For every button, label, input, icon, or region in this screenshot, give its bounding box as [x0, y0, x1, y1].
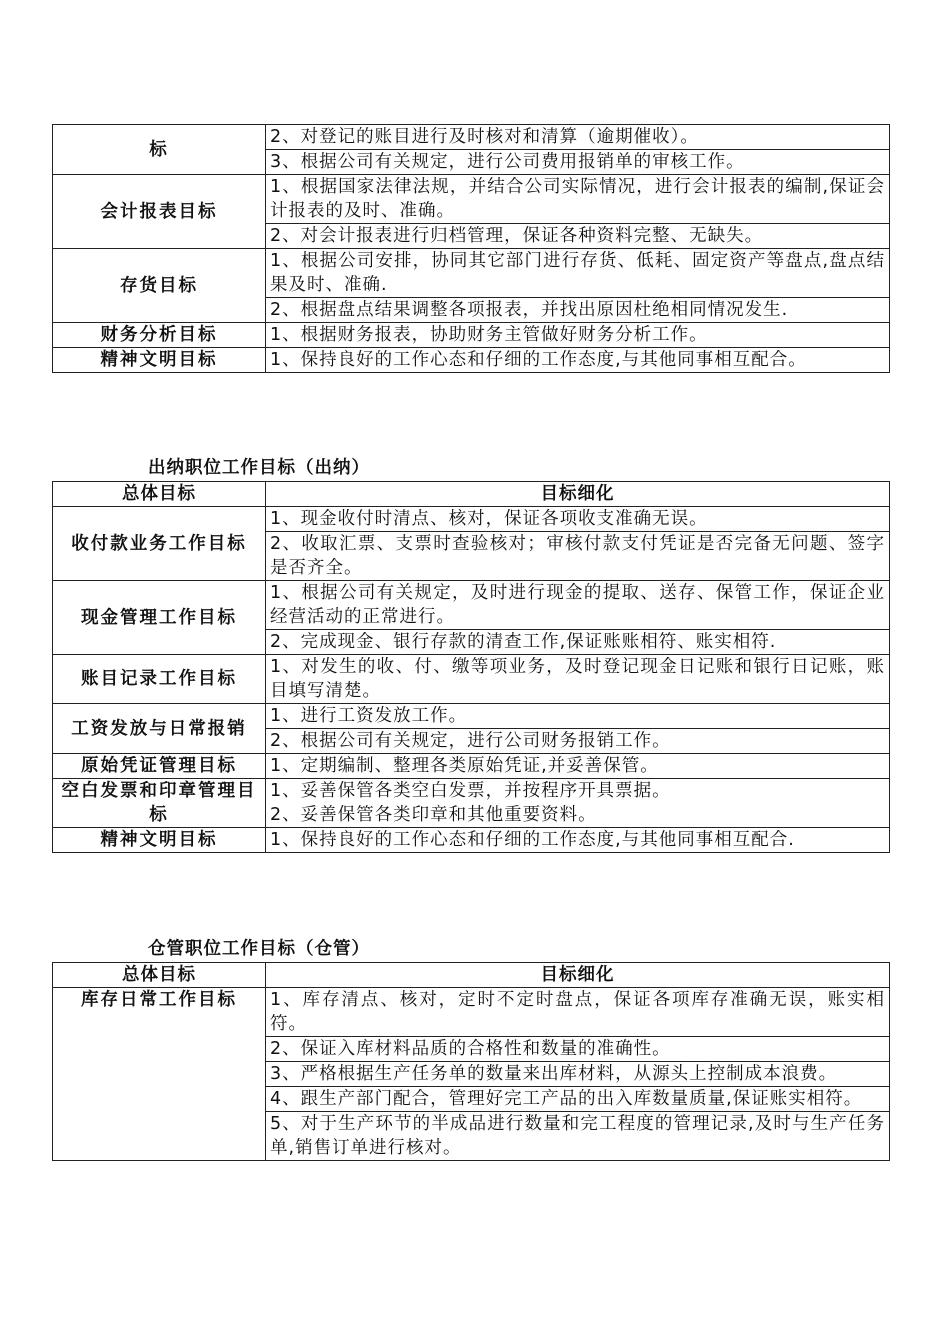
category-cell: 精神文明目标: [53, 348, 266, 373]
category-cell: 精神文明目标: [53, 828, 266, 853]
category-cell: 账目记录工作目标: [53, 655, 266, 704]
detail-cell: 1、根据公司安排，协同其它部门进行存货、低耗、固定资产等盘点,盘点结果及时、准确.: [266, 249, 890, 298]
category-cell: 库存日常工作目标: [53, 988, 266, 1161]
detail-cell: 1、根据财务报表，协助财务主管做好财务分析工作。: [266, 323, 890, 348]
table-row: [53, 249, 890, 298]
accounting-goals-table: [52, 124, 890, 373]
detail-cell: 1、根据国家法律法规，并结合公司实际情况，进行会计报表的编制,保证会计报表的及时、准确。: [266, 175, 890, 224]
category-cell: 工资发放与日常报销: [53, 704, 266, 754]
header-goal-detail: 目标细化: [266, 482, 890, 507]
detail-line: 1、妥善保管各类空白发票，并按程序开具票据。: [270, 781, 671, 801]
detail-cell: 1、定期编制、整理各类原始凭证,并妥善保管。: [266, 754, 890, 779]
category-cell: 收付款业务工作目标: [53, 507, 266, 581]
table-row: [53, 348, 890, 373]
table-row: [53, 507, 890, 532]
category-cell: 标: [53, 125, 266, 175]
detail-line: 2、妥善保管各类印章和其他重要资料。: [270, 805, 597, 825]
detail-cell: 1、保持良好的工作心态和仔细的工作态度,与其他同事相互配合。: [266, 348, 890, 373]
header-overall-goal: 总体目标: [53, 963, 266, 988]
table-row: [53, 125, 890, 150]
detail-cell: 1、对发生的收、付、缴等项业务，及时登记现金日记账和银行日记账，账目填写清楚。: [266, 655, 890, 704]
table-row: [53, 175, 890, 224]
detail-cell: 4、跟生产部门配合，管理好完工产品的出入库数量质量,保证账实相符。: [266, 1087, 890, 1112]
table-row: [53, 988, 890, 1037]
category-cell: 空白发票和印章管理目标: [53, 779, 266, 828]
table-header-row: [53, 963, 890, 988]
detail-cell: [266, 779, 890, 828]
detail-cell: 2、对登记的账目进行及时核对和清算（逾期催收）。: [266, 125, 890, 150]
category-cell: 存货目标: [53, 249, 266, 323]
table-row: [53, 655, 890, 704]
category-cell: 现金管理工作目标: [53, 581, 266, 655]
detail-cell: 1、库存清点、核对，定时不定时盘点，保证各项库存准确无误，账实相符。: [266, 988, 890, 1037]
table-row: [53, 323, 890, 348]
detail-cell: 3、根据公司有关规定，进行公司费用报销单的审核工作。: [266, 150, 890, 175]
table-header-row: [53, 482, 890, 507]
warehouse-goals-table: [52, 962, 890, 1161]
cashier-section-title: 出纳职位工作目标（出纳）: [148, 458, 370, 478]
detail-cell: 2、保证入库材料品质的合格性和数量的准确性。: [266, 1037, 890, 1062]
detail-cell: 2、根据公司有关规定，进行公司财务报销工作。: [266, 729, 890, 754]
detail-cell: 2、根据盘点结果调整各项报表，并找出原因杜绝相同情况发生.: [266, 298, 890, 323]
category-cell: 财务分析目标: [53, 323, 266, 348]
table-row: [53, 754, 890, 779]
detail-cell: 1、根据公司有关规定，及时进行现金的提取、送存、保管工作，保证企业经营活动的正常进行。: [266, 581, 890, 630]
detail-cell: 2、对会计报表进行归档管理，保证各种资料完整、无缺失。: [266, 224, 890, 249]
detail-cell: 1、进行工资发放工作。: [266, 704, 890, 729]
detail-cell: 1、现金收付时清点、核对，保证各项收支准确无误。: [266, 507, 890, 532]
detail-cell: 1、保持良好的工作心态和仔细的工作态度,与其他同事相互配合.: [266, 828, 890, 853]
detail-cell: 5、对于生产环节的半成品进行数量和完工程度的管理记录,及时与生产任务单,销售订单进行核对。: [266, 1112, 890, 1161]
header-goal-detail: 目标细化: [266, 963, 890, 988]
table-row: [53, 704, 890, 729]
table-row: [53, 828, 890, 853]
warehouse-section-title: 仓管职位工作目标（仓管）: [148, 939, 370, 959]
table-row: [53, 581, 890, 630]
detail-cell: 3、严格根据生产任务单的数量来出库材料，从源头上控制成本浪费。: [266, 1062, 890, 1087]
category-cell: 原始凭证管理目标: [53, 754, 266, 779]
header-overall-goal: 总体目标: [53, 482, 266, 507]
detail-cell: 2、完成现金、银行存款的清查工作,保证账账相符、账实相符.: [266, 630, 890, 655]
category-cell: 会计报表目标: [53, 175, 266, 249]
table-row: [53, 779, 890, 828]
detail-cell: 2、收取汇票、支票时查验核对；审核付款支付凭证是否完备无问题、签字是否齐全。: [266, 532, 890, 581]
cashier-goals-table: [52, 481, 890, 853]
